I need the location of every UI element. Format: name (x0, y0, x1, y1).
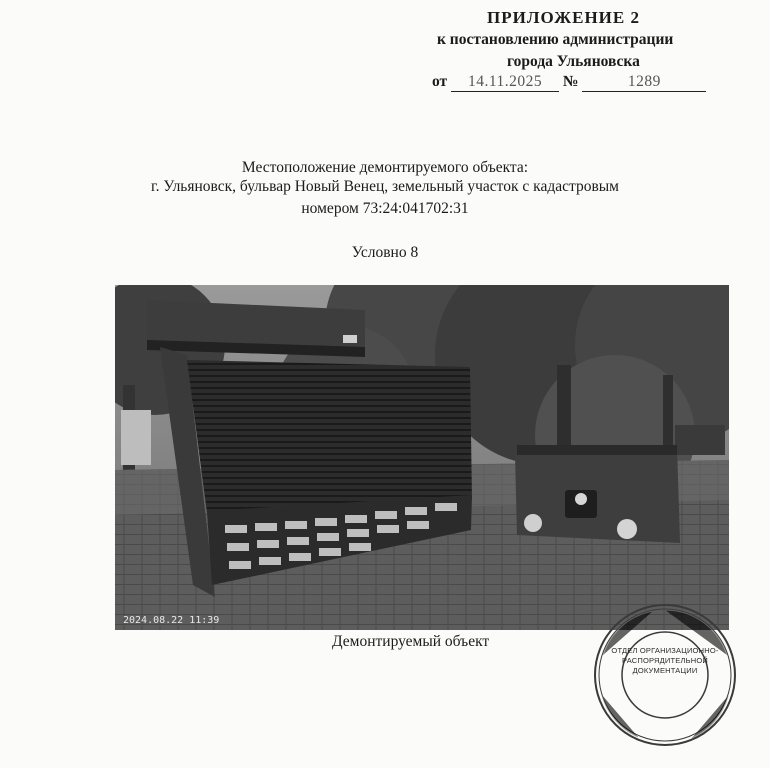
photo-timestamp: 2024.08.22 11:39 (123, 615, 220, 626)
appendix-line-2: города Ульяновска (507, 53, 640, 70)
photo-caption: Демонтируемый объект (332, 633, 490, 650)
location-address: г. Ульяновск, бульвар Новый Венец, земельный участок с кадастровым (150, 178, 619, 195)
location-cadastral: номером 73:24:041702:31 (301, 200, 469, 217)
appendix-line-1: к постановлению администрации (437, 31, 674, 48)
number-field: 1289 (582, 73, 706, 92)
stamp-text: ОТДЕЛ ОРГАНИЗАЦИОННО-РАСПОРЯДИТЕЛЬНОЙ ДОКУМЕНТАЦИИ (611, 646, 719, 675)
official-stamp (592, 602, 738, 748)
date-number-row (432, 73, 706, 92)
object-photo (115, 285, 729, 630)
date-field: 14.11.2025 (451, 73, 559, 92)
number-prefix: № (562, 73, 579, 90)
conditional-label: Условно 8 (351, 244, 419, 261)
date-prefix: от (432, 73, 448, 90)
appendix-title: ПРИЛОЖЕНИЕ 2 (487, 8, 640, 27)
location-heading: Местоположение демонтируемого объекта: (241, 159, 529, 176)
